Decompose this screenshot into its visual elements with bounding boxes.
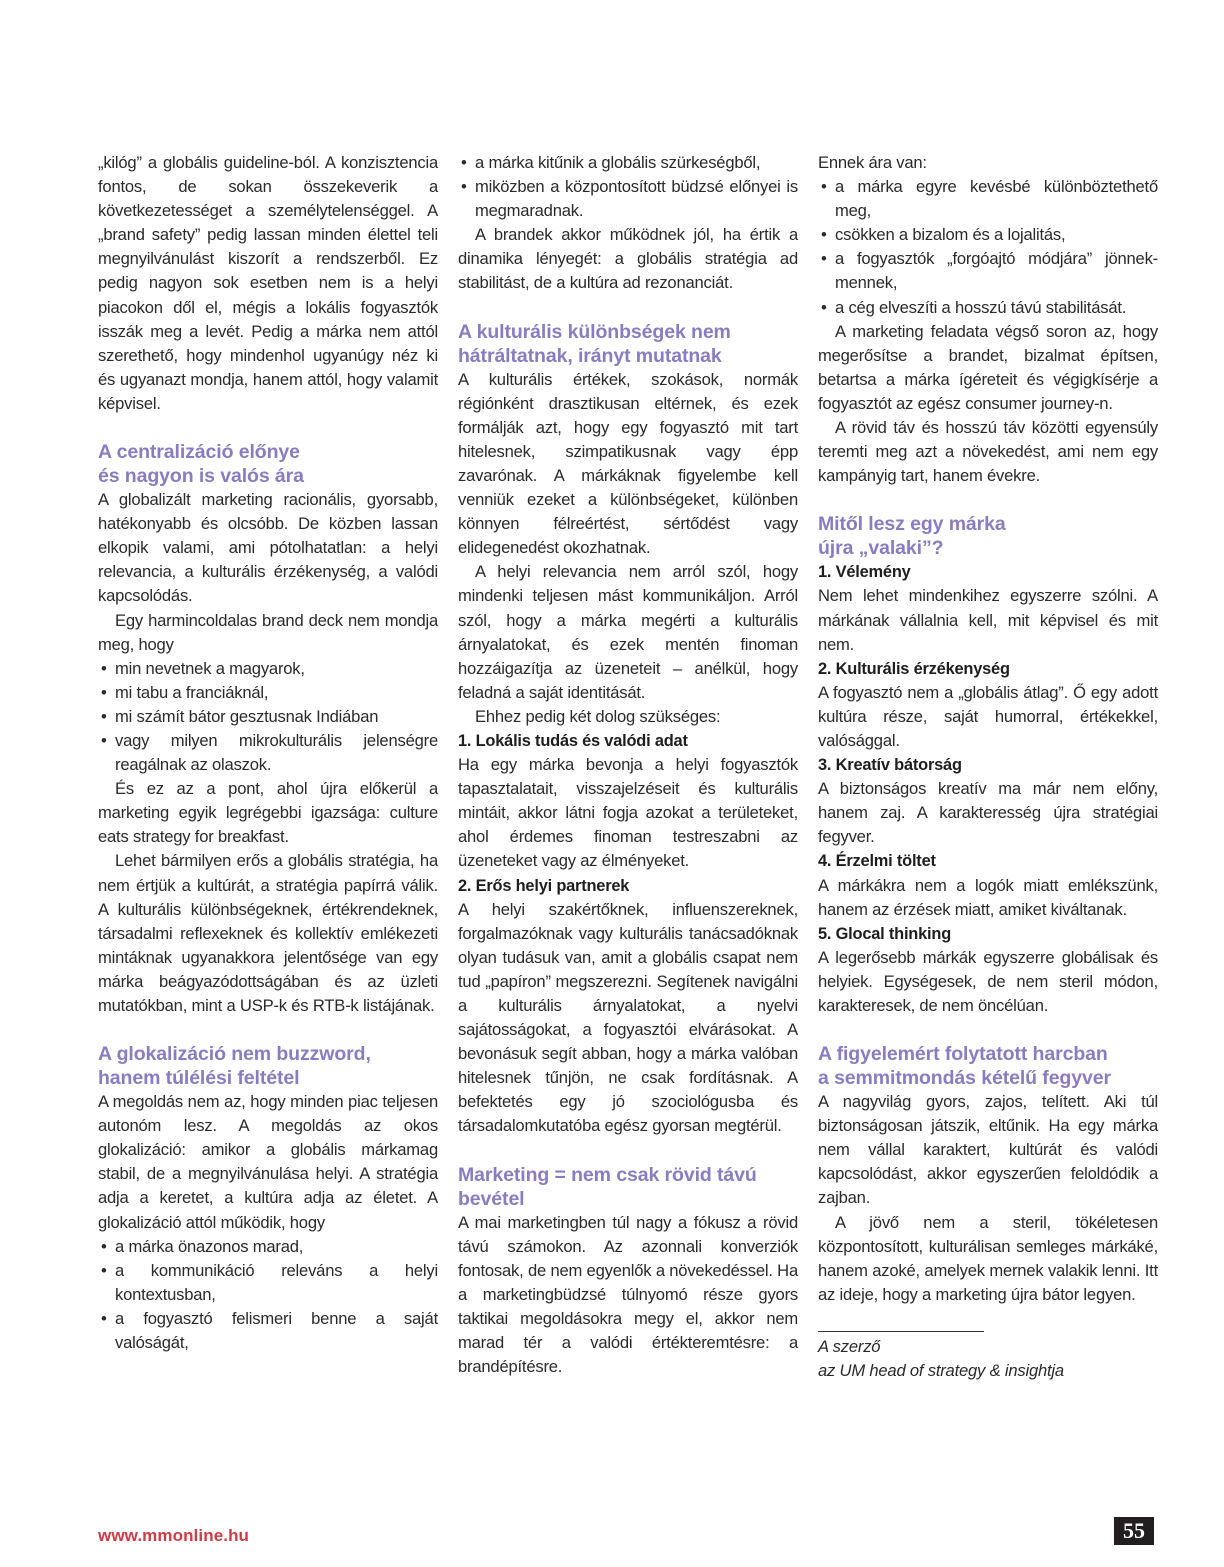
intro-paragraph: „kilóg” a globális guideline-ból. A konzisztencia fontos, de sokan összekeverik a következetességet a személytelenséggel. A „brand safety” pedig lassan minden élettel teli megnyilvánulást kiszorít a rendszerből. Ez pedig nagyon sok esetben nem is a helyi piacokon dől el, mégis a lokális fogyasztók isszák meg a levét. Pedig a márka nem attól szerethető, hogy mindenhol ugyanúgy néz ki és ugyanazt mondja, hanem attól, hogy valamit képvisel. — [98, 153, 438, 413]
paragraph: A rövid táv és hosszú táv közötti egyensúly teremti meg azt a növekedést, ami nem egy kampányig tart, hanem évekre. — [818, 418, 1158, 486]
list-item: • a márka egyre kevésbé különböztethető meg, — [818, 175, 1158, 223]
paragraph: És ez az a pont, ahol újra előkerül a marketing egyik legrégebbi igazsága: culture eats strategy for breakfast. — [98, 779, 438, 847]
article-column-1 — [98, 151, 438, 1355]
numbered-subheading: 4. Érzelmi töltet — [818, 852, 936, 871]
paragraph: A fogyasztó nem a „globális átlag”. Ő egy adott kultúra része, saját humorral, értékekkel, valósággal. — [818, 682, 1158, 750]
heading-line: újra „valaki”? — [818, 537, 944, 560]
numbered-subheading: 2. Erős helyi partnerek — [458, 876, 630, 895]
list-item: • a cég elveszíti a hosszú távú stabilitását. — [818, 296, 1158, 320]
paragraph: Egy harmincoldalas brand deck nem mondja meg, hogy — [98, 610, 438, 654]
list-item: • csökken a bizalom és a lojalitás, — [818, 223, 1158, 247]
paragraph: A mai marketingben túl nagy a fókusz a rövid távú számokon. Az azonnali konverziók fontosak, de nem egyenlők a növekedéssel. Ha a marketingbüdzsé túlnyomó része gyors taktikai megoldásokra megy el, akkor nem marad tér a valódi értékteremtésre: a brandépítésre. — [458, 1212, 798, 1377]
paragraph: Nem lehet mindenkihez egyszerre szólni. A márkának vállalnia kell, mit képvisel és mit nem. — [818, 586, 1158, 654]
bullet-list — [818, 175, 1158, 320]
heading-line: hátráltatnak, irányt mutatnak — [458, 344, 722, 367]
list-item: • a fogyasztó felismeri benne a saját valóságát, — [98, 1307, 438, 1355]
section-heading-marketing — [458, 1163, 798, 1211]
section-heading-who-is-brand — [818, 512, 1158, 560]
heading-line: Mitől lesz egy márka — [818, 513, 1006, 536]
heading-line: Marketing = nem csak rövid távú — [458, 1163, 757, 1186]
author-role: az UM head of strategy & insightja — [818, 1361, 1064, 1381]
list-item: • mi számít bátor gesztusnak Indiában — [98, 705, 438, 729]
bullet-list — [98, 1235, 438, 1355]
page-number: 55 — [1114, 1517, 1154, 1545]
paragraph: A nagyvilág gyors, zajos, telített. Aki túl biztonságosan játszik, eltűnik. Ha egy márka nem vállal karaktert, kultúrát és valódi kapcsolódást, akkor egyszerűen feloldódik a zajban. — [818, 1092, 1158, 1208]
bullet-list — [458, 151, 798, 223]
article-column-2 — [458, 151, 798, 1379]
paragraph: A megoldás nem az, hogy minden piac teljesen autonóm lesz. A megoldás az okos glokalizáció: amikor a globális márkamag stabil, de a megnyilvánulása helyi. A stratégia adja a keretet, a kultúra adja az életet. A glokalizáció attól működik, hogy — [98, 1092, 438, 1232]
heading-line: A figyelemért folytatott harcban — [818, 1043, 1108, 1066]
paragraph: Ehhez pedig két dolog szükséges: — [475, 706, 721, 726]
list-item: • a márka önazonos marad, — [98, 1235, 438, 1259]
paragraph: A globalizált marketing racionális, gyorsabb, hatékonyabb és olcsóbb. De közben lassan elkopik valami, ami pótolhatatlan: a helyi relevancia, a kulturális érzékenység, a valódi kapcsolódás. — [98, 490, 438, 606]
lead-line: Ennek ára van: — [818, 153, 927, 172]
paragraph: A brandek akkor működnek jól, ha értik a dinamika lényegét: a globális stratégia ad stabilitást, de a kultúra ad rezonanciát. — [458, 225, 798, 293]
paragraph: A márkákra nem a logók miatt emlékszünk, hanem az érzések miatt, amiket kiváltanak. — [818, 875, 1158, 919]
numbered-subheading: 2. Kulturális érzékenység — [818, 659, 1010, 678]
paragraph: A legerősebb márkák egyszerre globálisak és helyiek. Egységesek, de nem steril módon, karakteresek, de nem öncélúan. — [818, 947, 1158, 1015]
author-divider — [818, 1331, 984, 1332]
author-label: A szerző — [818, 1336, 881, 1356]
list-item: • mi tabu a franciáknál, — [98, 681, 438, 705]
article-column-3 — [818, 151, 1158, 1383]
paragraph: Lehet bármilyen erős a globális stratégia, ha nem értjük a kultúrát, a stratégia papírrá válik. A kulturális különbségeknek, értékrendeknek, társadalmi reflexeknek és kollektív emlékezeti mintáknak ugyanakkora jelentősége van egy márka beágyazódottságában és az üzleti mutatókban, mint a USP-k és RTB-k listájának. — [98, 851, 438, 1015]
list-item: • vagy milyen mikrokulturális jelenségre reagálnak az olaszok. — [98, 729, 438, 777]
heading-line: hanem túlélési feltétel — [98, 1067, 300, 1090]
section-heading-attention-battle — [818, 1042, 1158, 1090]
paragraph: A biztonságos kreatív ma már nem előny, hanem zaj. A karakteresség újra stratégiai fegyver. — [818, 779, 1158, 847]
paragraph: A kulturális értékek, szokások, normák régiónként drasztikusan eltérnek, és ezek formálják azt, hogy egy fogyasztó mit tart hitelesnek, szimpatikusnak vagy épp zavarónak. A márkáknak figyelembe kell venniük ezeket a különbségeket, különben könnyen félreértést, sértődést vagy elidegenedést okozhatnak. — [458, 369, 798, 558]
heading-line: A centralizáció előnye — [98, 441, 300, 464]
section-heading-centralization — [98, 440, 438, 488]
heading-line: a semmitmondás kételű fegyver — [818, 1067, 1111, 1090]
list-item: • a fogyasztók „forgóajtó módjára” jönnek-mennek, — [818, 247, 1158, 295]
paragraph: A helyi relevancia nem arról szól, hogy mindenki teljesen mást kommunikáljon. Arról szól, hogy a márka megérti a kulturális árnyalatokat, és ezek mentén finoman hozzáigazítja az üzeneteit – anélkül, hogy feladná a saját identitását. — [458, 562, 798, 702]
paragraph: A marketing feladata végső soron az, hogy megerősítse a brandet, bizalmat építsen, betartsa a márka ígéreteit és végigkísérje a fogyasztót az egész consumer journey-n. — [818, 321, 1158, 413]
numbered-subheading: 1. Lokális tudás és valódi adat — [458, 731, 688, 750]
heading-line: A glokalizáció nem buzzword, — [98, 1043, 371, 1066]
list-item: • a kommunikáció releváns a helyi kontextusban, — [98, 1259, 438, 1307]
list-item: • a márka kitűnik a globális szürkeségből, — [458, 151, 798, 175]
numbered-subheading: 3. Kreatív bátorság — [818, 756, 962, 775]
heading-line: és nagyon is valós ára — [98, 465, 304, 488]
numbered-subheading: 1. Vélemény — [818, 563, 911, 582]
paragraph: A jövő nem a steril, tökéletesen központosított, kulturálisan semleges márkáké, hanem azoké, amelyek mernek valakik lenni. Itt az ideje, hogy a marketing újra bátor legyen. — [818, 1212, 1158, 1304]
heading-line: bevétel — [458, 1187, 525, 1210]
footer-website-link[interactable]: www.mmonline.hu — [98, 1526, 250, 1545]
list-item: • min nevetnek a magyarok, — [98, 657, 438, 681]
section-heading-cultural-differences — [458, 320, 798, 368]
section-heading-glocalization — [98, 1042, 438, 1090]
heading-line: A kulturális különbségek nem — [458, 320, 731, 343]
list-item: • miközben a központosított büdzsé előnyei is megmaradnak. — [458, 175, 798, 223]
bullet-list — [98, 657, 438, 777]
numbered-subheading: 5. Glocal thinking — [818, 924, 952, 943]
paragraph: A helyi szakértőknek, influenszereknek, forgalmazóknak vagy kulturális tanácsadóknak olyan tudásuk van, amit a globális csapat nem tud „papíron” megszerezni. Segítenek navigálni a kulturális árnyalatokat, a nyelvi sajátosságokat, a fogyasztói elvárásokat. A bevonásuk segít abban, hogy a márka valóban hitelesnek tűnjön, ne csak fordításnak. A befektetés egy jó szociológusba és társadalomkutatóba egész gyorsan megtérül. — [458, 899, 798, 1136]
paragraph: Ha egy márka bevonja a helyi fogyasztók tapasztalatait, visszajelzéseit és kulturális mintáit, akkor látni fogja azokat a területeket, ahol érdemes finoman testreszabni az üzeneteket vagy az élményeket. — [458, 755, 798, 871]
